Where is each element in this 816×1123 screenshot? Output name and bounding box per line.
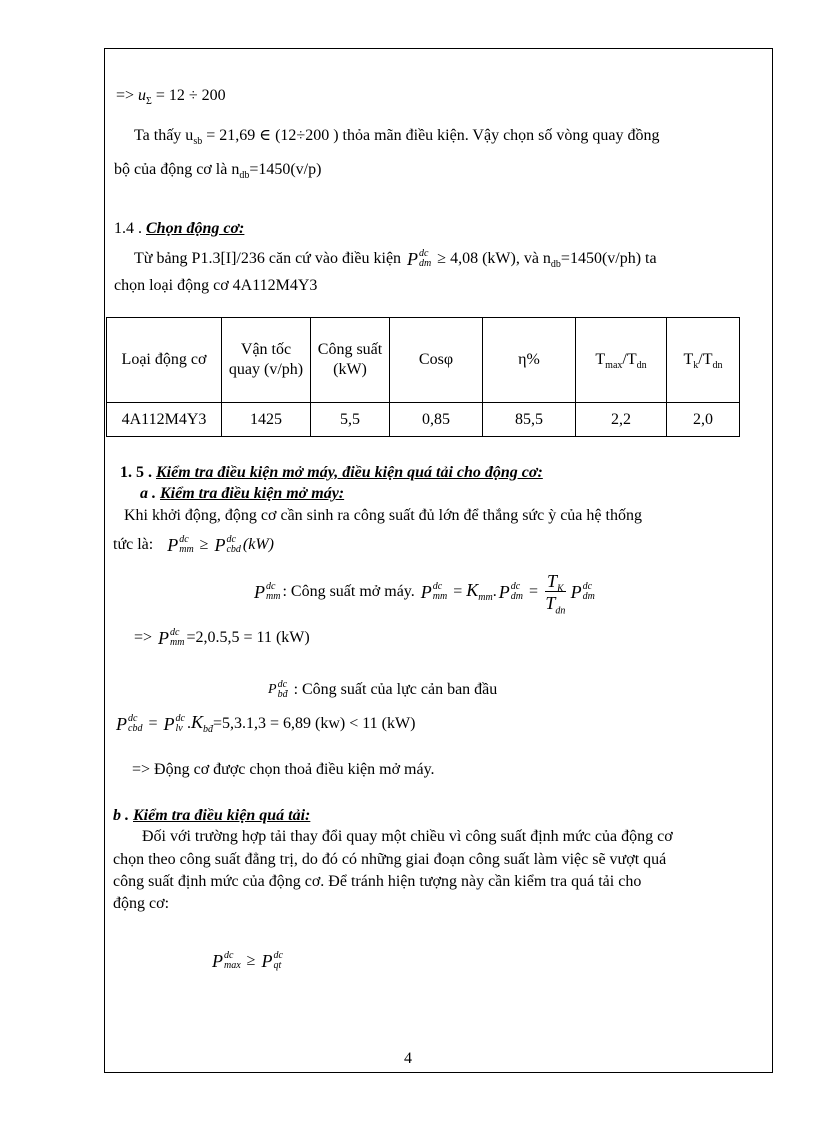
cell-tk: 2,0 [667, 403, 740, 437]
header-cell-cos: Cosφ [390, 318, 483, 403]
equation-startup-power: P dc mm : Công suất mở máy. P dc mm = $K_{mm}$. P dc dm = $\frac{T_K}{T_{dn}}$ P dc dm [254, 570, 595, 617]
section-1-5b-line4: động cơ: [113, 895, 170, 912]
equation-cbd-result: P dc cbd = P dc lv $.K_{bđ}=5,3.1,3 = 6,89$ (kw) < 11 (kW) [116, 712, 416, 736]
section-1-5b-heading: b . Kiểm tra điều kiện quá tải: [113, 807, 311, 824]
equation-u-sigma: => $u_\Sigma = 12 \div 200$ [116, 87, 226, 108]
table-header-row [107, 318, 740, 403]
header-cell-speed: Vận tốc quay (v/ph) [222, 318, 311, 403]
table-row [107, 403, 740, 437]
header-cell-tk: $T_k/T_{dn}$ [667, 318, 740, 403]
section-1-4-line1: Từ bảng P1.3[I]/236 căn cứ vào điều kiện P dc dm ≥ 4,08 (kW), và $n_{db}=1450(v/ph)$ ta [134, 248, 657, 271]
cell-eta: 85,5 [483, 403, 576, 437]
motor-spec-table [106, 317, 740, 437]
section-1-4-heading: 1.4 . Chọn động cơ: [114, 220, 245, 237]
section-1-4-line2: chọn loại động cơ 4A112M4Y3 [114, 277, 318, 294]
equation-initial-resistance: P dc bđ : Công suất của lực cản ban đầu [268, 679, 498, 701]
section-1-5-heading: 1. 5 . Kiểm tra điều kiện mở máy, điều kiện quá tải cho động cơ: [120, 464, 543, 481]
section-1-5a-line1: Khi khởi động, động cơ cần sinh ra công suất đủ lớn để thắng sức ỳ của hệ thống [124, 507, 642, 524]
header-cell-eta: η% [483, 318, 576, 403]
section-1-5a-heading: a . Kiểm tra điều kiện mở máy: [140, 485, 345, 502]
header-cell-tmax: $T_{max}/T_{dn}$ [576, 318, 667, 403]
cell-type: 4A112M4Y3 [107, 403, 222, 437]
section-1-5a-line2: tức là: P dc mm ≥ P dc cbd (kW) [113, 534, 274, 556]
header-cell-power: Công suất (kW) [311, 318, 390, 403]
cell-power: 5,5 [311, 403, 390, 437]
section-1-5b-line1: Đối với trường hợp tải thay đổi quay một chiều vì công suất định mức của động cơ [142, 828, 673, 845]
equation-overload: P dc max ≥ P dc qt [212, 950, 283, 972]
section-1-5b-line2: chọn theo công suất đẳng trị, do đó có những giai đoạn công suất làm việc sẽ vượt quá [113, 851, 667, 868]
cell-tmax: 2,2 [576, 403, 667, 437]
page-border [104, 48, 773, 1073]
cell-speed: 1425 [222, 403, 311, 437]
page-number: 4 [404, 1050, 412, 1067]
startup-conclusion: => Động cơ được chọn thoả điều kiện mở máy. [132, 761, 435, 778]
section-1-5b-line3: công suất định mức của động cơ. Để tránh hiện tượng này cần kiểm tra quá tải cho [113, 873, 642, 890]
header-cell-type: Loại động cơ [107, 318, 222, 403]
cell-cos: 0,85 [390, 403, 483, 437]
paragraph-usb-line1: Ta thấy $u_{sb} = 21,69$ ∈ (12÷200 ) thỏa mãn điều kiện. Vậy chọn số vòng quay đồng [134, 127, 660, 148]
equation-startup-result: => P dc mm =2,0.5,5 = 11 (kW) [134, 627, 310, 649]
paragraph-usb-line2: bộ của động cơ là $n_{db}=1450(v/p)$ [114, 161, 322, 182]
